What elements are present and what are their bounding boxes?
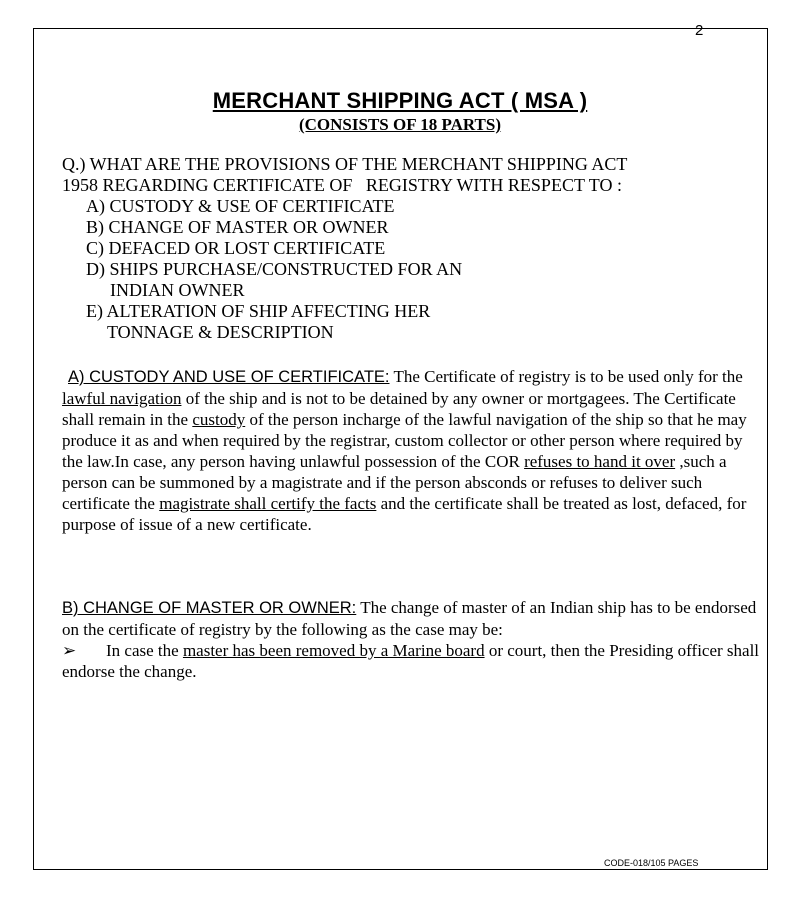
question-option-a: A) CUSTODY & USE OF CERTIFICATE: [86, 196, 395, 216]
section-a-text: and the certificate shall be treated as lost, defaced, for purpose of issue of a new certificate.: [62, 494, 747, 534]
question-option-c: C) DEFACED OR LOST CERTIFICATE: [86, 238, 386, 258]
page-subtitle: (CONSISTS OF 18 PARTS): [298, 115, 502, 134]
section-a-underline: magistrate shall certify the facts: [159, 494, 377, 513]
section-b-paragraph: [62, 597, 760, 682]
section-a-text: The Certificate of registry is to be used only for the: [389, 367, 743, 386]
question-option-e: E) ALTERATION OF SHIP AFFECTING HER: [86, 301, 431, 321]
section-a-text: of the person incharge of the lawful navigation of the ship so that he may produce it as and when required by the registrar, custom collector or other person where required by the law.In case, any person having unlawful possession of the COR: [62, 410, 747, 471]
footer-code: CODE-018/105 PAGES: [604, 858, 699, 868]
section-b-underline: master has been removed by a Marine board: [182, 641, 485, 660]
section-a-underline: refuses to hand it over: [524, 452, 676, 471]
section-a-text: ,such a person can be summoned by a magistrate and if the person absconds or refuses to deliver such certificate the: [62, 452, 727, 513]
section-b-bullet-text: or court, then the Presiding officer shall endorse the change.: [62, 641, 760, 681]
question-line: Q.) WHAT ARE THE PROVISIONS OF THE MERCHANT SHIPPING ACT: [62, 154, 628, 174]
question-block: [62, 154, 762, 343]
section-b-bullet-text: In case the: [106, 641, 183, 660]
question-option-b: B) CHANGE OF MASTER OR OWNER: [86, 217, 389, 237]
section-b-heading: B) CHANGE OF MASTER OR OWNER:: [62, 599, 357, 617]
section-a-paragraph: [62, 366, 760, 535]
arrow-bullet-icon: ➢: [62, 641, 77, 660]
section-a-text: of the ship and is not to be detained by any owner or mortgagees. The Certificate shall remain in the: [62, 389, 736, 429]
section-a-heading: A) CUSTODY AND USE OF CERTIFICATE:: [68, 368, 390, 386]
section-a-underline: lawful navigation: [62, 389, 182, 408]
section-b-text: The change of master of an Indian ship has to be endorsed on the certificate of registry by the following as the case may be:: [62, 598, 757, 639]
page-number: 2: [695, 22, 704, 39]
section-a-underline: custody: [192, 410, 246, 429]
question-option-d: D) SHIPS PURCHASE/CONSTRUCTED FOR AN: [86, 259, 463, 279]
page-title: MERCHANT SHIPPING ACT ( MSA ): [212, 88, 588, 113]
question-line: 1958 REGARDING CERTIFICATE OF REGISTRY WITH RESPECT TO :: [62, 175, 622, 195]
question-option-e-cont: TONNAGE & DESCRIPTION: [107, 322, 334, 342]
question-option-d-cont: INDIAN OWNER: [110, 280, 245, 300]
